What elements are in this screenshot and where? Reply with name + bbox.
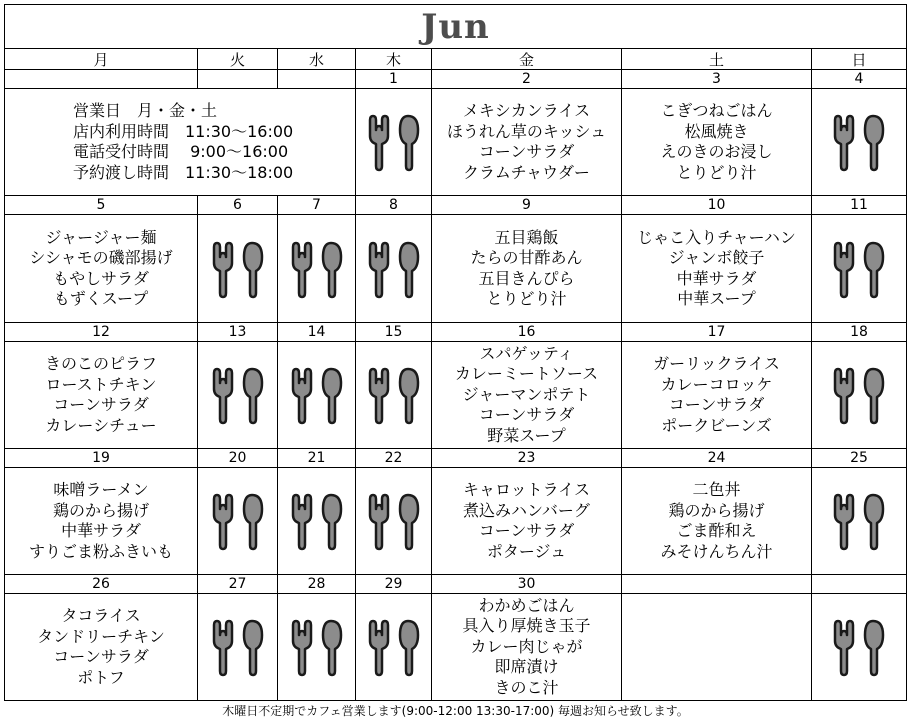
weekday-tue: 火 xyxy=(198,49,278,70)
fork-spoon-icon xyxy=(208,615,268,679)
fork-icon xyxy=(835,369,853,423)
menu-cell-sat xyxy=(622,468,812,575)
fork-icon xyxy=(370,369,388,423)
menu-item: ジャージャー麺 xyxy=(45,227,157,247)
fork-spoon-icon xyxy=(829,489,889,553)
fork-icon xyxy=(370,495,388,549)
info-line: 電話受付時間 9:00～16:00 xyxy=(73,142,289,161)
fork-spoon-icon xyxy=(829,615,889,679)
menu-item: シシャモの磯部揚げ xyxy=(29,248,173,267)
date-number: 22 xyxy=(356,449,432,468)
closed-cell-tue xyxy=(198,468,278,575)
fork-spoon-icon xyxy=(829,110,889,174)
menu-item: きのこのピラフ xyxy=(44,354,157,373)
menu-item: コーンサラダ xyxy=(478,521,575,540)
business-hours-info xyxy=(4,89,356,196)
fork-icon xyxy=(370,116,388,170)
date-number: 30 xyxy=(432,575,622,594)
fork-spoon-icon xyxy=(287,615,347,679)
date-number: 8 xyxy=(356,196,432,215)
fork-icon xyxy=(214,621,232,675)
menu-item: コーンサラダ xyxy=(478,405,575,425)
date-number: 15 xyxy=(356,323,432,342)
closed-cell-wed xyxy=(278,468,356,575)
date-number: 1 xyxy=(356,70,432,89)
closed-cell-thu xyxy=(356,89,432,196)
date-number xyxy=(812,575,907,594)
fork-spoon-icon xyxy=(208,489,268,553)
menu-item: タンドリーチキン xyxy=(37,626,165,646)
closed-cell-wed xyxy=(278,594,356,701)
menu-item: クラムチャウダー xyxy=(463,162,590,182)
date-number: 2 xyxy=(432,70,622,89)
spoon-icon xyxy=(400,621,418,675)
spoon-icon xyxy=(400,495,418,549)
fork-spoon-icon xyxy=(829,363,889,427)
menu-item: コーンサラダ xyxy=(478,142,575,161)
menu-item: 中華スープ xyxy=(677,289,756,308)
footer-note: 木曜日不定期でカフェ営業します(9:00-12:00 13:30-17:00) 毎週お知らせ致します。 xyxy=(222,704,689,718)
date-number: 6 xyxy=(198,196,278,215)
menu-item: こぎつねごはん xyxy=(660,101,773,120)
info-line: 予約渡し時間 11:30～18:00 xyxy=(73,162,294,182)
fork-icon xyxy=(214,495,232,549)
closed-cell-sun xyxy=(812,342,907,449)
menu-item: みそけんちん汁 xyxy=(660,541,773,561)
closed-cell-thu xyxy=(356,342,432,449)
date-number: 21 xyxy=(278,449,356,468)
spoon-icon xyxy=(244,243,262,297)
date-number: 7 xyxy=(278,196,356,215)
date-number: 5 xyxy=(4,196,198,215)
menu-cell-sat xyxy=(622,594,812,701)
spoon-icon xyxy=(323,369,341,423)
closed-cell-thu xyxy=(356,215,432,323)
fork-spoon-icon xyxy=(287,489,347,553)
menu-cell-sat xyxy=(622,215,812,323)
spoon-icon xyxy=(865,116,883,170)
closed-cell-sun xyxy=(812,468,907,575)
fork-icon xyxy=(835,621,853,675)
date-number: 11 xyxy=(812,196,907,215)
fork-spoon-icon xyxy=(208,363,268,427)
spoon-icon xyxy=(244,495,262,549)
fork-icon xyxy=(370,243,388,297)
fork-spoon-icon xyxy=(287,363,347,427)
weekday-thu: 木 xyxy=(356,49,432,70)
spoon-icon xyxy=(400,369,418,423)
closed-cell-tue xyxy=(198,215,278,323)
date-number: 23 xyxy=(432,449,622,468)
menu-cell-sat xyxy=(622,342,812,449)
date-number: 27 xyxy=(198,575,278,594)
menu-item: じゃこ入りチャーハン xyxy=(637,227,796,247)
fork-icon xyxy=(293,495,311,549)
menu-item: 即席漬け xyxy=(494,657,559,677)
date-number xyxy=(4,70,198,89)
date-number: 14 xyxy=(278,323,356,342)
menu-item: ポタージュ xyxy=(486,541,567,561)
date-number: 4 xyxy=(812,70,907,89)
menu-item: カレー肉じゃが xyxy=(470,636,583,656)
menu-item: すりごま粉ふきいも xyxy=(28,541,173,561)
spoon-icon xyxy=(323,621,341,675)
fork-spoon-icon xyxy=(364,489,424,553)
menu-cell-fri xyxy=(432,215,622,323)
menu-item: ガーリックライス xyxy=(653,354,780,373)
closed-cell-wed xyxy=(278,215,356,323)
spoon-icon xyxy=(323,243,341,297)
spoon-icon xyxy=(865,495,883,549)
spoon-icon xyxy=(865,621,883,675)
menu-item: きのこ汁 xyxy=(494,677,559,697)
fork-spoon-icon xyxy=(364,237,424,301)
fork-icon xyxy=(370,621,388,675)
fork-icon xyxy=(293,243,311,297)
info-line: 営業日 月・金・土 xyxy=(73,101,218,120)
month-title: Jun xyxy=(4,4,907,49)
menu-cell-mon xyxy=(4,342,198,449)
menu-item: 味噌ラーメン xyxy=(53,480,149,499)
fork-spoon-icon xyxy=(208,237,268,301)
menu-item: 五目鶏飯 xyxy=(494,227,559,247)
menu-item: カレーコロッケ xyxy=(660,374,773,394)
fork-spoon-icon xyxy=(364,110,424,174)
menu-item: キャロットライス xyxy=(462,480,591,499)
fork-icon xyxy=(214,369,232,423)
fork-spoon-icon xyxy=(829,237,889,301)
menu-cell-fri xyxy=(432,594,622,701)
menu-item: もやしサラダ xyxy=(53,268,149,288)
date-number: 18 xyxy=(812,323,907,342)
date-number: 29 xyxy=(356,575,432,594)
date-number: 25 xyxy=(812,449,907,468)
weekday-sat: 土 xyxy=(622,49,812,70)
menu-item: 煮込みハンバーグ xyxy=(463,500,590,520)
menu-item: 野菜スープ xyxy=(487,425,566,445)
menu-item: ポトフ xyxy=(77,667,125,687)
closed-cell-sun xyxy=(812,89,907,196)
fork-icon xyxy=(214,243,232,297)
spoon-icon xyxy=(865,369,883,423)
closed-cell-tue xyxy=(198,594,278,701)
spoon-icon xyxy=(323,495,341,549)
spoon-icon xyxy=(400,116,418,170)
closed-cell-thu xyxy=(356,594,432,701)
menu-item: スパゲッティ xyxy=(479,343,574,363)
menu-item: タコライス xyxy=(61,606,141,625)
closed-cell-thu xyxy=(356,468,432,575)
date-number: 19 xyxy=(4,449,198,468)
menu-item: ほうれん草のキッシュ xyxy=(446,121,607,141)
menu-cell-fri xyxy=(432,342,622,449)
menu-cell-mon xyxy=(4,215,198,323)
menu-item: コーンサラダ xyxy=(53,647,149,666)
date-number: 9 xyxy=(432,196,622,215)
fork-icon xyxy=(293,369,311,423)
menu-item: メキシカンライス xyxy=(462,101,591,120)
date-number: 10 xyxy=(622,196,812,215)
date-number: 28 xyxy=(278,575,356,594)
menu-item: 鶏のから揚げ xyxy=(668,500,765,520)
date-number: 24 xyxy=(622,449,812,468)
menu-item: 鶏のから揚げ xyxy=(52,500,149,520)
date-number: 26 xyxy=(4,575,198,594)
menu-item: もずくスープ xyxy=(53,289,149,308)
closed-cell-wed xyxy=(278,342,356,449)
fork-icon xyxy=(835,243,853,297)
info-line: 店内利用時間 11:30～16:00 xyxy=(73,121,294,141)
weekday-sun: 日 xyxy=(812,49,907,70)
date-number: 3 xyxy=(622,70,812,89)
date-number xyxy=(198,70,278,89)
menu-cell-sat xyxy=(622,89,812,196)
date-number: 20 xyxy=(198,449,278,468)
menu-cell-mon xyxy=(4,468,198,575)
menu-cell-mon xyxy=(4,594,198,701)
fork-spoon-icon xyxy=(364,615,424,679)
menu-item: ローストチキン xyxy=(45,374,157,394)
menu-item: えのきのお浸し xyxy=(660,142,773,161)
weekday-fri: 金 xyxy=(432,49,622,70)
closed-cell-sun xyxy=(812,594,907,701)
weekday-mon: 月 xyxy=(4,49,198,70)
date-number xyxy=(622,575,812,594)
menu-item: ごま酢和え xyxy=(676,521,757,540)
menu-cell-fri xyxy=(432,468,622,575)
menu-item: 具入り厚焼き玉子 xyxy=(462,616,591,636)
date-number: 17 xyxy=(622,323,812,342)
spoon-icon xyxy=(865,243,883,297)
fork-spoon-icon xyxy=(287,237,347,301)
fork-icon xyxy=(835,495,853,549)
fork-spoon-icon xyxy=(364,363,424,427)
menu-item: カレーシチュー xyxy=(45,415,157,435)
menu-item: たらの甘酢あん xyxy=(470,248,583,267)
menu-item: コーンサラダ xyxy=(668,395,765,414)
menu-item: 二色丼 xyxy=(692,480,741,499)
date-number xyxy=(278,70,356,89)
menu-item: ジャンボ餃子 xyxy=(668,248,765,267)
menu-item: ポークビーンズ xyxy=(661,415,772,435)
fork-icon xyxy=(293,621,311,675)
date-number: 13 xyxy=(198,323,278,342)
menu-item: 中華サラダ xyxy=(676,268,757,288)
menu-item: コーンサラダ xyxy=(53,395,149,414)
date-number: 12 xyxy=(4,323,198,342)
fork-icon xyxy=(835,116,853,170)
menu-cell-fri xyxy=(432,89,622,196)
closed-cell-tue xyxy=(198,342,278,449)
menu-item: 中華サラダ xyxy=(61,521,141,540)
menu-item: 松風焼き xyxy=(684,121,749,141)
weekday-wed: 水 xyxy=(278,49,356,70)
spoon-icon xyxy=(244,621,262,675)
menu-item: とりどり汁 xyxy=(676,162,757,182)
menu-item: ジャーマンポテト xyxy=(462,384,591,404)
spoon-icon xyxy=(400,243,418,297)
menu-item: 五目きんぴら xyxy=(478,268,575,288)
menu-item: とりどり汁 xyxy=(486,289,567,308)
menu-item: カレーミートソース xyxy=(454,364,599,384)
spoon-icon xyxy=(244,369,262,423)
closed-cell-sun xyxy=(812,215,907,323)
menu-item: わかめごはん xyxy=(478,595,575,615)
date-number: 16 xyxy=(432,323,622,342)
